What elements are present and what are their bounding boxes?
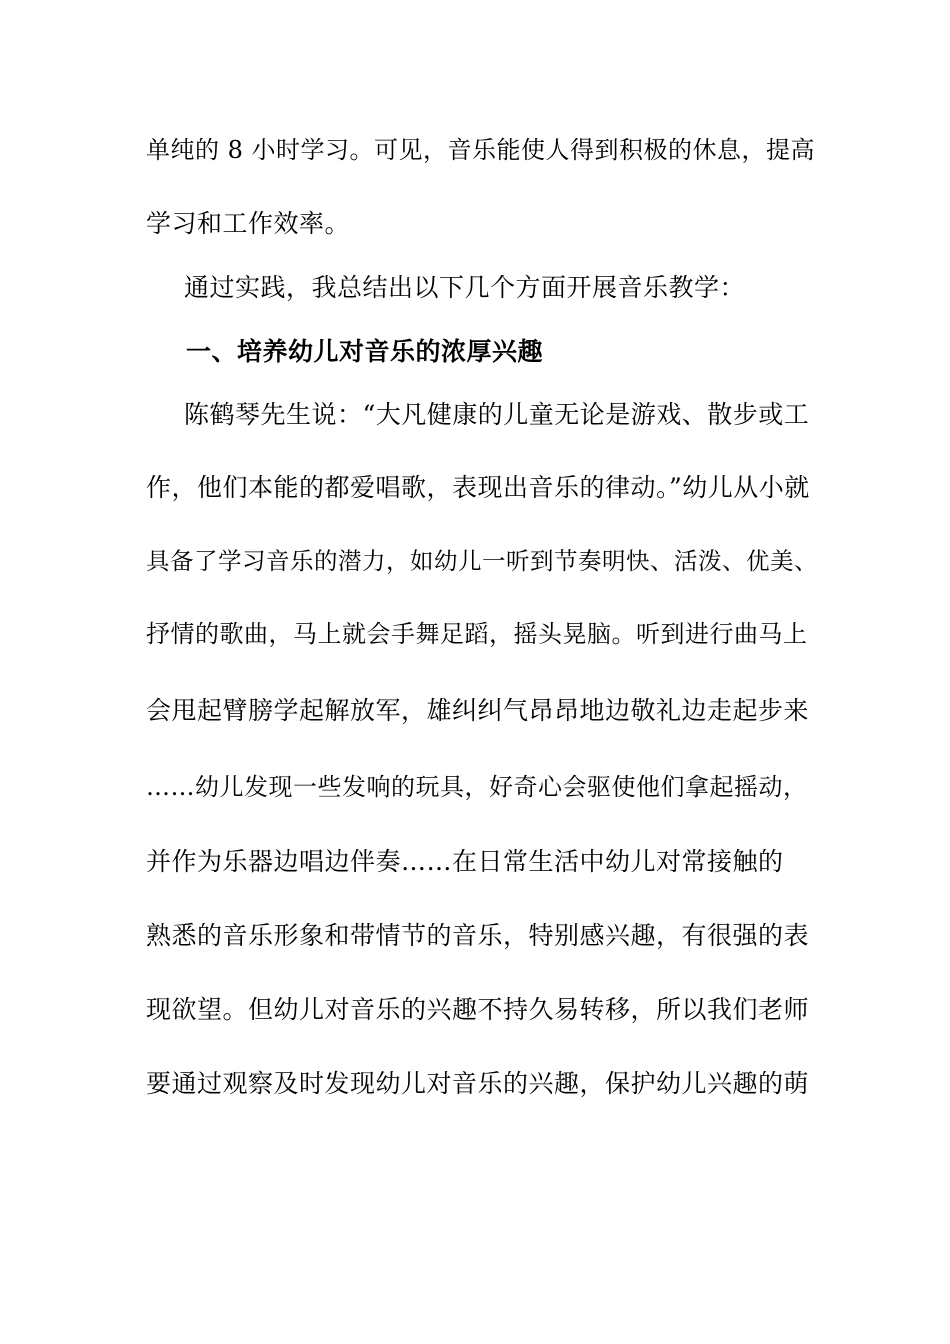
section-heading: 一、培养幼儿对音乐的浓厚兴趣 <box>186 337 544 366</box>
body-text-line: 熟悉的音乐形象和带情节的音乐，特别感兴趣，有很强的表 <box>146 921 810 950</box>
body-text-line: 要通过观察及时发现幼儿对音乐的兴趣，保护幼儿兴趣的萌 <box>146 1069 810 1098</box>
paragraph-first-line: 陈鹤琴先生说：“大凡健康的儿童无论是游戏、散步或工 <box>184 400 810 429</box>
body-text-line: 现欲望。但幼儿对音乐的兴趣不持久易转移，所以我们老师 <box>146 995 810 1024</box>
body-text-line: 并作为乐器边唱边伴奏……在日常生活中幼儿对常接触的 <box>146 847 784 876</box>
body-text-line: 作，他们本能的都爱唱歌，表现出音乐的律动。”幼儿从小就 <box>146 473 810 502</box>
body-text-line: 具备了学习音乐的潜力，如幼儿一听到节奏明快、活泼、优美、 <box>146 547 818 575</box>
body-text-line: 会甩起臂膀学起解放军，雄纠纠气昂昂地边敬礼边走起步来 <box>146 696 810 725</box>
body-text-line: 学习和工作效率。 <box>146 209 351 238</box>
paragraph-first-line: 通过实践，我总结出以下几个方面开展音乐教学： <box>184 273 746 302</box>
body-text-line: 单纯的 8 小时学习。可见，音乐能使人得到积极的休息，提高 <box>146 136 816 164</box>
body-text-line: ……幼儿发现一些发响的玩具，好奇心会驱使他们拿起摇动， <box>146 773 808 801</box>
body-text-line: 抒情的歌曲，马上就会手舞足蹈，摇头晃脑。听到进行曲马上 <box>146 620 808 648</box>
